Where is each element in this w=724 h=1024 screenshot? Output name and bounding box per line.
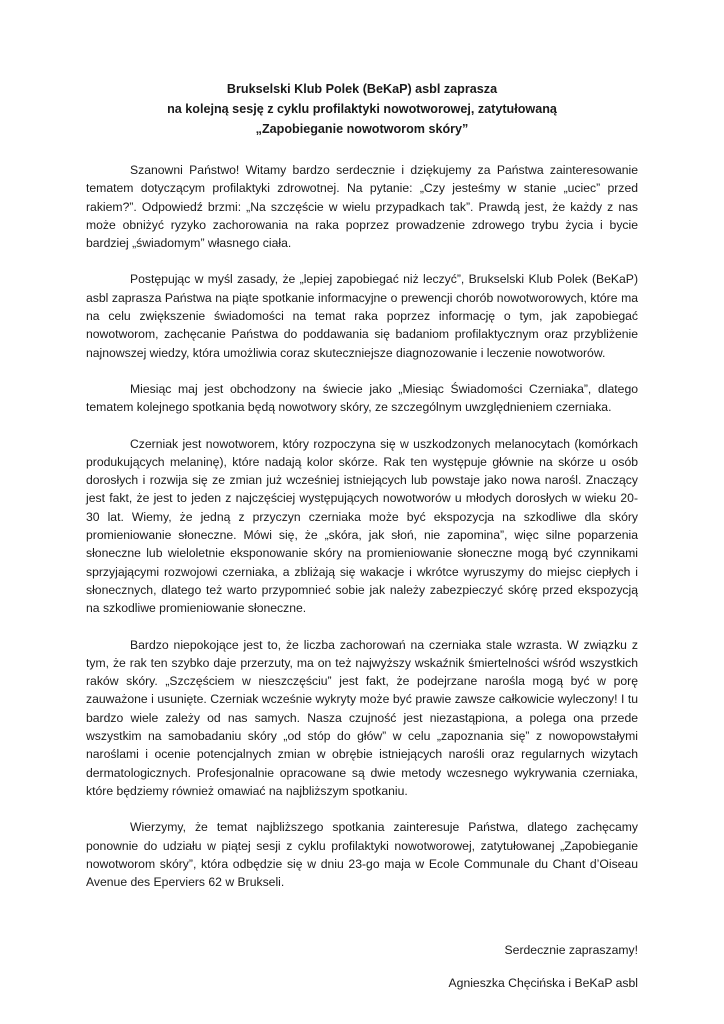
paragraph-event-details: Wierzymy, że temat najbliższego spotkania zainteresuje Państwa, dlatego zachęcamy ponownie do udziału w piątej sesji z cyklu profilaktyki nowotworowej, zatytułowanej „Zapobieganie nowotworom skóry”, która odbędzie się w dniu 23-go maja w Ecole Communale du Chant d’Oiseau Avenue des Eperviers 62 w Brukseli. bbox=[86, 820, 638, 890]
title-line-3: „Zapobieganie nowotworom skóry” bbox=[255, 122, 469, 136]
signature: Agnieszka Chęcińska i BeKaP asbl bbox=[448, 975, 638, 990]
document-body bbox=[86, 161, 638, 891]
closing-text: Serdecznie zapraszamy! bbox=[504, 943, 638, 958]
title-line-2: na kolejną sesję z cyklu profilaktyki nowotworowej, zatytułowaną bbox=[167, 102, 557, 116]
paragraph-melanoma-info: Czerniak jest nowotworem, który rozpoczyna się w uszkodzonych melanocytach (komórkach produkujących melaninę), które nadają kolor skórze. Rak ten występuje głównie na skórze u osób dorosłych i rozwija się ze zmian już wcześniej istniejących lub powstaje jako nowa narośl. Znaczący jest fakt, że jest to jeden z najczęściej występujących nowotworów u młodych dorosłych w wieku 20-30 lat. Wiemy, że jedną z przyczyn czerniaka może być ekspozycja na szkodliwe dla skóry promieniowanie słoneczne. Mówi się, że „skóra, jak słoń, nie zapomina”, więc silne poparzenia słoneczne lub wieloletnie eksponowanie skóry na promieniowanie słoneczne mogą być czynnikami sprzyjającymi rozwojowi czerniaka, a zbliżają się wakacje i wkrótce wyruszymy do miejsc ciepłych i słonecznych, dlatego też warto przypomnieć sobie jak należy zabezpieczyć skórę przed ekspozycją na szkodliwe promieniowanie słoneczne. bbox=[86, 436, 638, 616]
paragraph-invitation: Postępując w myśl zasady, że „lepiej zapobiegać niż leczyć”, Brukselski Klub Polek (BeKaP) asbl zaprasza Państwa na piąte spotkanie informacyjne o prewencji chorób nowotworowych, które ma na celu zwiększenie świadomości na temat raka poprzez informację o tym, jak zapobiegać nowotworom, zachęcanie Państwa do poddawania się badaniom profilaktycznym oraz przybliżenie najnowszej wiedzy, która umożliwia coraz skuteczniejsze diagnozowanie i leczenie nowotworów. bbox=[86, 272, 638, 360]
document-title bbox=[86, 79, 638, 139]
paragraph-awareness-month: Miesiąc maj jest obchodzony na świecie jako „Miesiąc Świadomości Czerniaka”, dlatego tematem kolejnego spotkania będą nowotwory skóry, ze szczególnym uwzględnieniem czerniaka. bbox=[86, 381, 638, 415]
paragraph-greeting: Szanowni Państwo! Witamy bardzo serdecznie i dziękujemy za Państwa zainteresowanie tematem dotyczącym profilaktyki zdrowotnej. Na pytanie: „Czy jesteśmy w stanie „uciec” przed rakiem?”. Odpowiedź brzmi: „Na szczęście w wielu przypadkach tak”. Prawdą jest, że każdy z nas może obniżyć ryzyko zachorowania na raka poprzez prowadzenie zdrowego trybu życia i bycie bardziej „świadomym” własnego ciała. bbox=[86, 163, 638, 251]
paragraph-early-detection: Bardzo niepokojące jest to, że liczba zachorowań na czerniaka stale wzrasta. W związku z tym, że rak ten szybko daje przerzuty, ma on też najwyższy wskaźnik śmiertelności wśród wszystkich raków skóry. „Szczęściem w nieszczęściu” jest fakt, że podejrzane narośla mogą być w porę zauważone i usunięte. Czerniak wcześnie wykryty może być prawie zawsze całkowicie wyleczony! I tu bardzo wiele zależy od nas samych. Nasza czujność jest niezastąpiona, a polega ona przede wszystkim na samobadaniu skóry „od stóp do głów” w celu „zapoznania się” z nowopowstałymi naroślami i ocenie potencjalnych zmian w obrębie istniejących narośli oraz regularnych wizytach dermatologicznych. Profesjonalnie opracowane są dwie metody wczesnego wykrywania czerniaka, które będziemy również omawiać na najbliższym spotkaniu. bbox=[86, 637, 638, 798]
title-line-1: Brukselski Klub Polek (BeKaP) asbl zaprasza bbox=[226, 82, 498, 96]
